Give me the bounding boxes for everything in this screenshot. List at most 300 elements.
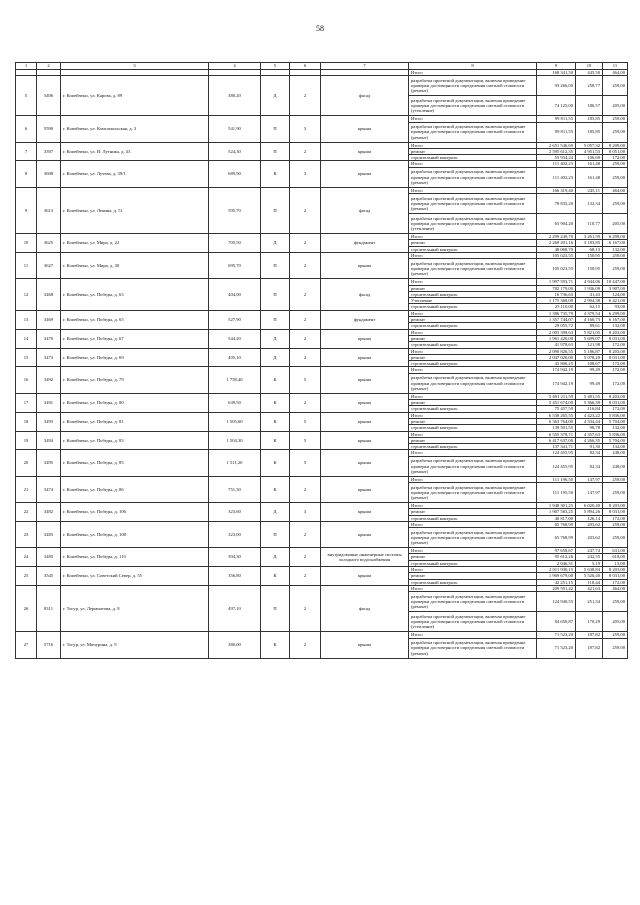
work-type: фасад [321, 76, 409, 116]
row-number: 26 [16, 585, 37, 631]
house-address: г. Копейчено, ул. И. Лутника, д. 33 [61, 142, 209, 161]
house-id: 3468 [37, 279, 61, 310]
row-number: 12 [16, 279, 37, 310]
house-id: 3482 [37, 502, 61, 521]
item-cost-per-sqm: 41,43 [576, 291, 603, 297]
item-cost-per-sqm: 445,50 [576, 70, 603, 76]
item-limit: 259,00 [603, 167, 628, 187]
item-description: разработка проектной документации, включая проведение проверки достоверности определения сметной стоимости (ремонт) [409, 592, 537, 612]
house-id: 5716 [37, 632, 61, 658]
item-description: ремонт [409, 437, 537, 443]
item-cost-per-sqm: 5,19 [576, 560, 603, 566]
house-area: 1 504,30 [209, 431, 261, 450]
house-id: 3494 [37, 431, 61, 450]
wall-material: П [261, 310, 290, 329]
item-cost: 5 691 211,59 [537, 393, 576, 399]
item-cost: 168 341,50 [537, 70, 576, 76]
item-description: строительный контроль [409, 515, 537, 521]
item-cost-per-sqm: 170,29 [576, 612, 603, 632]
item-limit: 464,00 [603, 70, 628, 76]
house-address: г. Копейчено, ул. Советский Север, д. 55 [61, 567, 209, 586]
wall-material: П [261, 585, 290, 631]
floor-count: 2 [290, 548, 321, 567]
floor-count: 2 [290, 234, 321, 253]
work-type: крыша [321, 252, 409, 278]
item-cost: 2 011 930,15 [537, 567, 576, 573]
wall-material: П [261, 279, 290, 310]
item-cost: 99 811,55 [537, 116, 576, 122]
item-cost: 1 997 593,71 [537, 279, 576, 285]
item-description: разработка проектной документации, включая проведение проверки достоверности определения сметной стоимости (утепление) [409, 612, 537, 632]
house-area: 404,00 [209, 279, 261, 310]
item-description: разработка проектной документации, включая проведение проверки достоверности определения сметной стоимости (ремонт) [409, 259, 537, 279]
item-cost: 1 175 368,00 [537, 298, 576, 304]
row-number: 9 [16, 187, 37, 233]
house-address: г. Копейчено, ул. Победы, д. 83 [61, 431, 209, 450]
item-limit: 464,00 [603, 187, 628, 193]
item-cost: 111 402,23 [537, 161, 576, 167]
house-area: 751,50 [209, 476, 261, 502]
house-address: г. Копейчено, ул. Победы, д. 86 [61, 476, 209, 502]
header-cell: 9 [537, 63, 576, 70]
house-id: 3397 [37, 142, 61, 161]
house-area: 689,90 [209, 161, 261, 187]
item-description: разработка проектной документации, включая проведение проверки достоверности определения сметной стоимости (утепление) [409, 96, 537, 116]
item-description: ремонт [409, 335, 537, 341]
house-area: 394,30 [209, 548, 261, 567]
house-id: 3625 [37, 234, 61, 253]
work-type: крыша [321, 393, 409, 412]
house-address: г. Копейчено, ул. Победы, д. 80 [61, 393, 209, 412]
item-limit: 8 031,00 [603, 354, 628, 360]
row-number: 17 [16, 393, 37, 412]
house-address: г. Копейчено, ул. Победы, д. 106 [61, 502, 209, 521]
item-cost: 16 736,63 [537, 291, 576, 297]
item-limit: 172,00 [603, 361, 628, 367]
house-address: г. Копейчено, ул. Мира, д. 22 [61, 234, 209, 253]
item-cost-per-sqm: 5 057,32 [576, 142, 603, 148]
house-area: 380,00 [209, 632, 261, 658]
item-cost-per-sqm: 147,97 [576, 476, 603, 482]
wall-material: К [261, 476, 290, 502]
house-address: г. Копейчено, ул. Лучева, д. 39/1 [61, 161, 209, 187]
item-description: Итого [409, 450, 537, 456]
header-cell: 2 [37, 63, 61, 70]
table-row [16, 76, 628, 96]
item-limit: 259,00 [603, 194, 628, 214]
house-area: 1 505,60 [209, 412, 261, 431]
item-limit: 6 167,00 [603, 317, 628, 323]
item-limit: 259,00 [603, 161, 628, 167]
item-description: строительный контроль [409, 425, 537, 431]
house-id: 3627 [37, 252, 61, 278]
row-number: 25 [16, 567, 37, 586]
item-cost: 65 768,99 [537, 528, 576, 548]
floor-count: 2 [290, 521, 321, 547]
item-description: разработка проектной документации, включая проведение проверки достоверности определения сметной стоимости (ремонт) [409, 76, 537, 96]
item-description: Итого [409, 585, 537, 591]
item-description: ремонт [409, 148, 537, 154]
item-cost-per-sqm: 258,77 [576, 76, 603, 96]
item-cost-per-sqm: 4 160,73 [576, 317, 603, 323]
header-cell: 4 [209, 63, 261, 70]
floor-count: 5 [290, 431, 321, 450]
item-limit: 205,00 [603, 612, 628, 632]
item-description: Итого [409, 329, 537, 335]
item-cost-per-sqm: 247,74 [576, 548, 603, 554]
row-number: 23 [16, 521, 37, 547]
wall-material: П [261, 187, 290, 233]
item-cost: 139 501,55 [537, 425, 576, 431]
row-number: 20 [16, 450, 37, 476]
item-limit: 172,00 [603, 155, 628, 161]
item-cost-per-sqm: 118,44 [576, 579, 603, 585]
work-type: крыша [321, 632, 409, 658]
item-description: ремонт [409, 354, 537, 360]
house-id: 5590 [37, 116, 61, 142]
item-limit: 464,00 [603, 585, 628, 591]
item-limit: 259,00 [603, 252, 628, 258]
item-limit: 259,00 [603, 528, 628, 548]
row-number: 27 [16, 632, 37, 658]
house-address: г. Копейчено, ул. Ленина, д. 51 [61, 187, 209, 233]
wall-material: Д [261, 348, 290, 367]
item-cost: 48 068,70 [537, 246, 576, 252]
item-cost: 25 110,00 [537, 304, 576, 310]
item-limit: 205,00 [603, 96, 628, 116]
header-cell: 7 [321, 63, 409, 70]
work-type: фасад [321, 279, 409, 310]
item-description: Итого [409, 431, 537, 437]
item-cost: 43 806,25 [537, 361, 576, 367]
wall-material: Д [261, 76, 290, 116]
house-area: 1 758,40 [209, 367, 261, 393]
house-address: г. Копейчено, ул. Победы, д. 63 [61, 279, 209, 310]
item-cost: 1 969 679,00 [537, 573, 576, 579]
house-id: 8311 [37, 585, 61, 631]
item-cost: 124 455,95 [537, 456, 576, 476]
item-cost: 105 023,55 [537, 252, 576, 258]
item-cost: 111 195,50 [537, 482, 576, 502]
row-number: 14 [16, 329, 37, 348]
item-cost: 71 523,20 [537, 632, 576, 638]
item-description: строительный контроль [409, 361, 537, 367]
row-number: 16 [16, 367, 37, 393]
item-limit: 259,00 [603, 632, 628, 638]
floor-count: 2 [290, 567, 321, 586]
item-cost: 1 357 744,07 [537, 317, 576, 323]
item-cost: 2 299 249,70 [537, 234, 576, 240]
item-description: ремонт [409, 317, 537, 323]
header-cell: 10 [576, 63, 603, 70]
item-description: Итого [409, 412, 537, 418]
item-limit: 10 447,00 [603, 279, 628, 285]
item-cost-per-sqm: 4 423,22 [576, 412, 603, 418]
floor-count: 2 [290, 348, 321, 367]
item-limit: 8 031,00 [603, 335, 628, 341]
work-type: крыша [321, 476, 409, 502]
item-cost: 166 319,40 [537, 187, 576, 193]
item-description: строительный контроль [409, 444, 537, 450]
item-description: Итого [409, 116, 537, 122]
row-number: 15 [16, 348, 37, 367]
item-cost: 782 179,00 [537, 285, 576, 291]
item-cost-per-sqm: 421,63 [576, 585, 603, 591]
item-cost-per-sqm: 5 366,39 [576, 400, 603, 406]
work-type: крыша [321, 412, 409, 431]
item-limit: 6 421,00 [603, 298, 628, 304]
work-type: крыша [321, 450, 409, 476]
wall-material: К [261, 412, 290, 431]
item-limit: 6 299,00 [603, 234, 628, 240]
item-limit: 93,00 [603, 304, 628, 310]
work-type: фундамент [321, 310, 409, 329]
item-cost: 111 196,50 [537, 476, 576, 482]
house-address: г. Копейчено, ул. Победы, д. 81 [61, 412, 209, 431]
item-limit: 172,00 [603, 406, 628, 412]
floor-count: 5 [290, 450, 321, 476]
item-cost: 41 978,63 [537, 342, 576, 348]
wall-material: К [261, 161, 290, 187]
item-limit: 205,00 [603, 214, 628, 234]
header-cell: 3 [61, 63, 209, 70]
floor-count: 2 [290, 252, 321, 278]
item-cost-per-sqm: 108,67 [576, 361, 603, 367]
item-cost: 29 055,72 [537, 323, 576, 329]
row-number: 18 [16, 412, 37, 431]
wall-material: К [261, 367, 290, 393]
item-cost: 1 386 735,79 [537, 310, 576, 316]
item-cost: 55 934,24 [537, 155, 576, 161]
item-limit: 6 299,00 [603, 310, 628, 316]
floor-count: 2 [290, 632, 321, 658]
item-limit: 259,00 [603, 116, 628, 122]
item-description: Итого [409, 502, 537, 508]
item-limit: 8 203,00 [603, 393, 628, 399]
floor-count: 2 [290, 585, 321, 631]
wall-material: К [261, 567, 290, 586]
item-description: Итого [409, 367, 537, 373]
house-id: 3470 [37, 329, 61, 348]
item-limit: 8 203,00 [603, 348, 628, 354]
work-type: внутридомовые инженерные системы холодного водоснабжения [321, 548, 409, 567]
item-limit: 8 203,00 [603, 567, 628, 573]
house-id: 3474 [37, 476, 61, 502]
item-description: Итого [409, 548, 537, 554]
item-description: разработка проектной документации, включая проведение проверки достоверности определения сметной стоимости (ремонт) [409, 456, 537, 476]
house-id: 3545 [37, 567, 61, 586]
header-cell: 6 [290, 63, 321, 70]
item-cost: 174 942,19 [537, 367, 576, 373]
repair-schedule-table [15, 62, 628, 659]
item-description: Итого [409, 567, 537, 573]
header-cell: 5 [261, 63, 290, 70]
item-limit: 5 704,00 [603, 418, 628, 424]
house-area: 323,60 [209, 502, 261, 521]
row-number: 7 [16, 142, 37, 161]
work-type: фасад [321, 585, 409, 631]
floor-count: 2 [290, 329, 321, 348]
item-description: Итого [409, 310, 537, 316]
header-cell: 1 [16, 63, 37, 70]
item-limit: 259,00 [603, 638, 628, 658]
item-description: Итого [409, 393, 537, 399]
house-address: г. Копейчено, ул. Комсомольская, д. 3 [61, 116, 209, 142]
item-description: Итого [409, 632, 537, 638]
item-description: строительный контроль [409, 291, 537, 297]
wall-material: Д [261, 234, 290, 253]
wall-material: П [261, 116, 290, 142]
item-cost: 124 940,55 [537, 592, 576, 612]
item-cost: 209 591,42 [537, 585, 576, 591]
item-limit: 8 203,00 [603, 329, 628, 335]
floor-count: 2 [290, 476, 321, 502]
item-description: разработка проектной документации, включая проведение проверки достоверности определения сметной стоимости (ремонт) [409, 167, 537, 187]
item-description: Итого [409, 476, 537, 482]
house-address: г. Тогур, ул. Мичурина, д. 9 [61, 632, 209, 658]
item-cost: 97 658,67 [537, 548, 576, 554]
item-cost: 2 651 546,69 [537, 142, 576, 148]
row-number: 8 [16, 161, 37, 187]
item-limit: 259,00 [603, 122, 628, 142]
item-cost: 2 046,31 [537, 560, 576, 566]
work-type: крыша [321, 431, 409, 450]
item-limit: 631,00 [603, 548, 628, 554]
floor-count: 5 [290, 412, 321, 431]
item-cost: 1 907 583,25 [537, 509, 576, 515]
item-cost: 105 023,55 [537, 259, 576, 279]
item-cost-per-sqm: 99,49 [576, 367, 603, 373]
row-number: 6 [16, 116, 37, 142]
work-type: крыша [321, 348, 409, 367]
item-cost-per-sqm: 242,55 [576, 554, 603, 560]
item-cost-per-sqm: 91,30 [576, 444, 603, 450]
item-cost: 174 942,19 [537, 373, 576, 393]
item-cost: 93 266,00 [537, 76, 576, 96]
work-type: крыша [321, 367, 409, 393]
item-cost: 95 612,26 [537, 554, 576, 560]
item-description: разработка проектной документации, включая проведение проверки достоверности определения сметной стоимости (ремонт) [409, 638, 537, 658]
wall-material: К [261, 393, 290, 412]
item-cost: 2 260 201,16 [537, 240, 576, 246]
wall-material: К [261, 431, 290, 450]
house-area: 497,10 [209, 585, 261, 631]
item-cost: 124 455,95 [537, 450, 576, 456]
item-description: строительный контроль [409, 560, 537, 566]
row-number: 13 [16, 310, 37, 329]
table-header [16, 63, 628, 70]
item-description: Итого [409, 142, 537, 148]
item-cost-per-sqm: 185,85 [576, 122, 603, 142]
item-cost-per-sqm: 4 379,54 [576, 310, 603, 316]
item-cost-per-sqm: 147,97 [576, 482, 603, 502]
item-description: строительный контроль [409, 155, 537, 161]
item-description: Итого [409, 348, 537, 354]
item-description: Итого [409, 187, 537, 193]
item-cost-per-sqm: 4 266,35 [576, 437, 603, 443]
wall-material: П [261, 142, 290, 161]
item-cost: 6 538 265,55 [537, 412, 576, 418]
house-address: г. Копейчено, ул. Победы, д. 79 [61, 367, 209, 393]
item-limit: 132,00 [603, 444, 628, 450]
item-cost: 42 251,15 [537, 579, 576, 585]
row-number: 11 [16, 252, 37, 278]
header-cell: 11 [603, 63, 628, 70]
item-description: строительный контроль [409, 246, 537, 252]
work-type: крыша [321, 329, 409, 348]
item-cost-per-sqm: 5 821,05 [576, 329, 603, 335]
item-cost-per-sqm: 5 186,87 [576, 348, 603, 354]
item-limit: 8 051,00 [603, 148, 628, 154]
item-description: разработка проектной документации, включая проведение проверки достоверности определения сметной стоимости (утепление) [409, 214, 537, 234]
item-description: ремонт [409, 285, 537, 291]
item-cost: 2 595 612,35 [537, 148, 576, 154]
item-cost-per-sqm: 126,14 [576, 515, 603, 521]
house-area: 356,80 [209, 567, 261, 586]
item-cost-per-sqm: 89,61 [576, 323, 603, 329]
item-description: Итого [409, 521, 537, 527]
item-limit: 6 167,00 [603, 240, 628, 246]
item-description: разработка проектной документации, включая проведение проверки достоверности определения сметной стоимости (ремонт) [409, 528, 537, 548]
item-description: строительный контроль [409, 579, 537, 585]
item-limit: 172,00 [603, 515, 628, 521]
work-type: крыша [321, 567, 409, 586]
item-description: разработка проектной документации, включая проведение проверки достоверности определения сметной стоимости (ремонт) [409, 194, 537, 214]
house-id: 3473 [37, 348, 61, 367]
row-number: 22 [16, 502, 37, 521]
work-type: фундамент [321, 234, 409, 253]
house-id: 3492 [37, 367, 61, 393]
item-cost-per-sqm: 99,49 [576, 373, 603, 393]
item-limit: 259,00 [603, 259, 628, 279]
item-cost: 65 768,99 [537, 521, 576, 527]
item-limit: 5 704,00 [603, 437, 628, 443]
house-id: 3613 [37, 187, 61, 233]
item-limit: 259,00 [603, 476, 628, 482]
house-address: г. Тогур, ул. Лермонтова, д. 8 [61, 585, 209, 631]
item-cost-per-sqm: 3 183,85 [576, 240, 603, 246]
item-limit: 132,00 [603, 425, 628, 431]
item-cost: 75 457,59 [537, 406, 576, 412]
house-address: г. Копейчено, ул. Мира, д. 30 [61, 252, 209, 278]
item-cost-per-sqm: 4 944,06 [576, 279, 603, 285]
item-description: ремонт [409, 509, 537, 515]
house-id: 3491 [37, 393, 61, 412]
item-limit: 172,00 [603, 579, 628, 585]
item-cost-per-sqm: 116,84 [576, 406, 603, 412]
item-cost: 1 961 420,00 [537, 335, 576, 341]
item-description: Итого [409, 234, 537, 240]
house-address: г. Копейчено, ул. Карова, д. 89 [61, 76, 209, 116]
house-area: 639,50 [209, 393, 261, 412]
item-description: ремонт [409, 573, 537, 579]
item-limit: 259,00 [603, 482, 628, 502]
item-cost-per-sqm: 251,34 [576, 592, 603, 612]
house-area: 527,90 [209, 310, 261, 329]
item-cost-per-sqm: 82,34 [576, 450, 603, 456]
item-cost: 2 090 826,55 [537, 348, 576, 354]
item-cost-per-sqm: 245,11 [576, 187, 603, 193]
item-limit: 124,00 [603, 291, 628, 297]
item-cost-per-sqm: 5 638,84 [576, 567, 603, 573]
item-description: Итого [409, 252, 537, 258]
item-cost: 2 003 398,63 [537, 329, 576, 335]
item-cost: 6 363 764,00 [537, 418, 576, 424]
house-address: г. Копейчено, ул. Победы, д. 69 [61, 348, 209, 367]
house-id: 5406 [37, 76, 61, 116]
row-number: 24 [16, 548, 37, 567]
item-limit: 3 907,00 [603, 285, 628, 291]
